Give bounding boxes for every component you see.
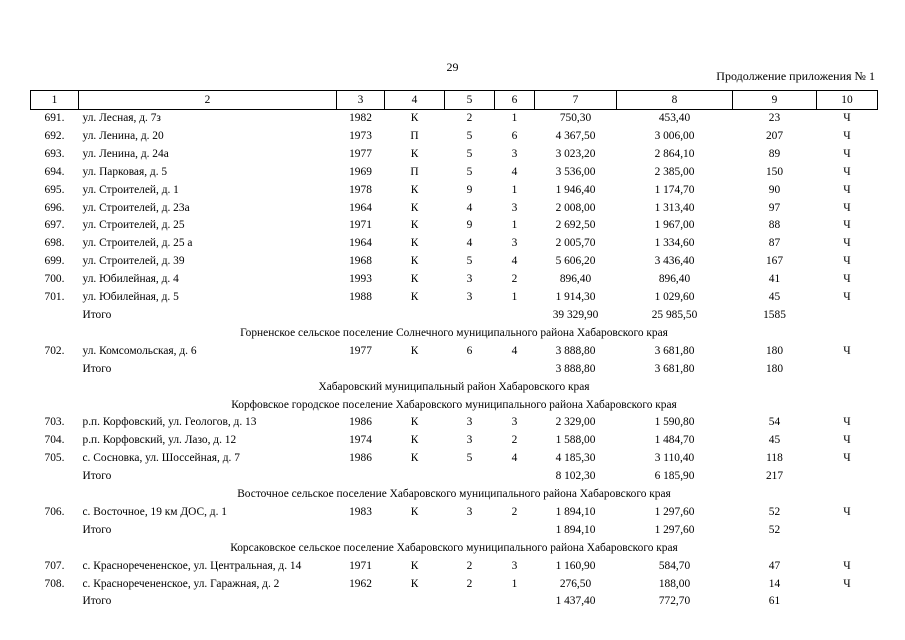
table-cell: 1 914,30 bbox=[555, 291, 596, 304]
table-cell: 584,70 bbox=[658, 559, 691, 572]
table-cell: Ч bbox=[843, 344, 851, 357]
table-cell: 1 297,60 bbox=[654, 505, 695, 518]
empty-cell bbox=[337, 522, 385, 540]
table-cell: 150 bbox=[765, 165, 784, 178]
table-cell: 1 bbox=[511, 183, 518, 196]
table-cell: ул. Комсомольская, д. 6 bbox=[82, 344, 197, 357]
table-cell: с. Восточное, 19 км ДОС, д. 1 bbox=[82, 505, 227, 518]
table-cell: 9 bbox=[466, 183, 473, 196]
table-cell: К bbox=[410, 255, 419, 268]
table-cell: 45 bbox=[768, 291, 781, 304]
table-cell: 3 bbox=[466, 291, 473, 304]
table-cell: 88 bbox=[768, 219, 781, 232]
table-cell: 180 bbox=[765, 344, 784, 357]
table-cell: Ч bbox=[843, 201, 851, 214]
empty-cell bbox=[337, 307, 385, 325]
table-cell: 4 185,30 bbox=[555, 452, 596, 465]
total-value: 61 bbox=[768, 595, 781, 608]
table-cell: 276,50 bbox=[559, 577, 592, 590]
table-cell: 1988 bbox=[349, 291, 372, 304]
table-cell: К bbox=[410, 112, 419, 124]
empty-cell bbox=[385, 307, 445, 325]
table-row bbox=[31, 450, 878, 468]
column-header: 10 bbox=[817, 91, 878, 110]
empty-cell bbox=[31, 361, 79, 379]
empty-cell bbox=[385, 593, 445, 611]
empty-cell bbox=[445, 468, 495, 486]
table-cell: 2 bbox=[511, 273, 518, 286]
table-cell: 1964 bbox=[349, 237, 372, 250]
table-cell: 3 110,40 bbox=[654, 452, 695, 465]
table-cell: 1 174,70 bbox=[654, 183, 695, 196]
table-cell: ул. Ленина, д. 24а bbox=[82, 147, 169, 160]
table-cell: 41 bbox=[768, 273, 781, 286]
continuation-label: Продолжение приложения № 1 bbox=[716, 69, 875, 83]
table-cell: Ч bbox=[843, 147, 851, 160]
table-cell: Ч bbox=[843, 183, 851, 196]
table-cell: 1 894,10 bbox=[555, 505, 596, 518]
table-cell: 3 bbox=[466, 416, 473, 429]
section-row bbox=[31, 325, 878, 343]
empty-cell bbox=[445, 522, 495, 540]
table-cell: 3 888,80 bbox=[555, 344, 596, 357]
table-cell: 2 bbox=[466, 559, 473, 572]
table-cell: 691. bbox=[44, 112, 65, 124]
table-cell: 1968 bbox=[349, 255, 372, 268]
table-cell: 2 bbox=[511, 505, 518, 518]
total-value: 180 bbox=[765, 362, 784, 375]
table-cell: Ч bbox=[843, 112, 851, 124]
empty-cell bbox=[337, 361, 385, 379]
table-cell: 4 bbox=[511, 255, 518, 268]
table-cell: 1971 bbox=[349, 219, 372, 232]
table-cell: ул. Лесная, д. 7з bbox=[82, 112, 161, 124]
table-cell: 695. bbox=[44, 183, 65, 196]
table-cell: 3 bbox=[511, 237, 518, 250]
total-label: Итого bbox=[82, 523, 112, 536]
table-cell: 3 bbox=[466, 434, 473, 447]
table-cell: Ч bbox=[843, 452, 851, 465]
total-value: 3 888,80 bbox=[555, 362, 596, 375]
table-cell: 2 bbox=[511, 434, 518, 447]
table-cell: 2 692,50 bbox=[555, 219, 596, 232]
table-cell: 704. bbox=[44, 434, 65, 447]
total-row bbox=[31, 361, 878, 379]
table-cell: 45 bbox=[768, 434, 781, 447]
section-row bbox=[31, 540, 878, 558]
table-cell: 1 946,40 bbox=[555, 183, 596, 196]
section-heading: Хабаровский муниципальный район Хабаровского края bbox=[318, 380, 590, 393]
table-cell: К bbox=[410, 201, 419, 214]
table-cell: 5 bbox=[466, 147, 473, 160]
table-cell: 3 536,00 bbox=[555, 165, 596, 178]
column-header: 2 bbox=[79, 91, 337, 110]
table-cell: 707. bbox=[44, 559, 65, 572]
table-cell: 54 bbox=[768, 416, 781, 429]
table-row bbox=[31, 128, 878, 146]
table-cell: 5 bbox=[466, 255, 473, 268]
table-cell: 1 bbox=[511, 112, 518, 124]
table-cell: 453,40 bbox=[658, 112, 691, 124]
total-value: 1 297,60 bbox=[654, 523, 695, 536]
table-cell: 3 006,00 bbox=[654, 129, 695, 142]
column-header: 1 bbox=[31, 91, 79, 110]
table-cell: 3 023,20 bbox=[555, 147, 596, 160]
table-cell: 14 bbox=[768, 577, 781, 590]
table-cell: 1 484,70 bbox=[654, 434, 695, 447]
table-cell: 3 681,80 bbox=[654, 344, 695, 357]
empty-cell bbox=[445, 361, 495, 379]
table-cell: 1 bbox=[511, 291, 518, 304]
table-cell: 708. bbox=[44, 577, 65, 590]
table-cell: Ч bbox=[843, 505, 851, 518]
section-heading: Корфовское городское поселение Хабаровского муниципального района Хабаровского края bbox=[231, 398, 677, 411]
empty-cell bbox=[337, 468, 385, 486]
table-cell: 705. bbox=[44, 452, 65, 465]
table-cell: 3 bbox=[511, 559, 518, 572]
table-cell: 188,00 bbox=[658, 577, 691, 590]
table-cell: ул. Строителей, д. 1 bbox=[82, 183, 179, 196]
total-row bbox=[31, 468, 878, 486]
table-cell: 1971 bbox=[349, 559, 372, 572]
table-cell: с. Красноречененское, ул. Гаражная, д. 2 bbox=[82, 577, 280, 590]
column-header: 5 bbox=[445, 91, 495, 110]
section-heading: Горненское сельское поселение Солнечного муниципального района Хабаровского края bbox=[240, 326, 668, 339]
table-cell: 1969 bbox=[349, 165, 372, 178]
table-row bbox=[31, 110, 878, 128]
table-cell: 4 bbox=[466, 237, 473, 250]
table-cell: ул. Ленина, д. 20 bbox=[82, 129, 164, 142]
table-cell: 701. bbox=[44, 291, 65, 304]
column-header: 7 bbox=[535, 91, 617, 110]
table-cell: 6 bbox=[511, 129, 518, 142]
table-cell: 699. bbox=[44, 255, 65, 268]
empty-cell bbox=[31, 593, 79, 611]
total-label: Итого bbox=[82, 362, 112, 375]
empty-cell bbox=[385, 361, 445, 379]
table-cell: Ч bbox=[843, 577, 851, 590]
table-cell: 4 bbox=[511, 165, 518, 178]
table-cell: 1 bbox=[511, 577, 518, 590]
table-cell: К bbox=[410, 147, 419, 160]
table-cell: 2 005,70 bbox=[555, 237, 596, 250]
empty-cell bbox=[817, 593, 878, 611]
table-cell: 2 385,00 bbox=[654, 165, 695, 178]
table-row bbox=[31, 217, 878, 235]
total-value: 1 894,10 bbox=[555, 523, 596, 536]
table-cell: К bbox=[410, 577, 419, 590]
table-cell: К bbox=[410, 505, 419, 518]
table-cell: 703. bbox=[44, 416, 65, 429]
empty-cell bbox=[817, 522, 878, 540]
table-cell: К bbox=[410, 434, 419, 447]
table-cell: К bbox=[410, 219, 419, 232]
table-cell: 1 334,60 bbox=[654, 237, 695, 250]
table-cell: с. Сосновка, ул. Шоссейная, д. 7 bbox=[82, 452, 240, 465]
table-cell: 1993 bbox=[349, 273, 372, 286]
table-row bbox=[31, 271, 878, 289]
table-row bbox=[31, 182, 878, 200]
table-cell: 5 bbox=[466, 129, 473, 142]
section-row bbox=[31, 397, 878, 415]
total-value: 3 681,80 bbox=[654, 362, 695, 375]
table-cell: Ч bbox=[843, 273, 851, 286]
table-cell: 1964 bbox=[349, 201, 372, 214]
table-cell: 3 bbox=[511, 201, 518, 214]
table-cell: 3 436,40 bbox=[654, 255, 695, 268]
empty-cell bbox=[31, 307, 79, 325]
table-row bbox=[31, 343, 878, 361]
table-cell: 693. bbox=[44, 147, 65, 160]
table-cell: р.п. Корфовский, ул. Геологов, д. 13 bbox=[82, 416, 257, 429]
total-label: Итого bbox=[82, 308, 112, 321]
table-cell: ул. Парковая, д. 5 bbox=[82, 165, 168, 178]
empty-cell bbox=[445, 593, 495, 611]
empty-cell bbox=[337, 593, 385, 611]
table-row bbox=[31, 504, 878, 522]
table-cell: 1973 bbox=[349, 129, 372, 142]
table-cell: К bbox=[410, 452, 419, 465]
table-cell: 4 bbox=[511, 344, 518, 357]
table-cell: 2 bbox=[466, 577, 473, 590]
table-cell: К bbox=[410, 291, 419, 304]
table-cell: 1 029,60 bbox=[654, 291, 695, 304]
table-cell: 6 bbox=[466, 344, 473, 357]
table-cell: К bbox=[410, 344, 419, 357]
section-row bbox=[31, 379, 878, 397]
column-header: 3 bbox=[337, 91, 385, 110]
total-value: 1585 bbox=[763, 308, 786, 321]
table-body bbox=[31, 110, 878, 612]
table-cell: 90 bbox=[768, 183, 781, 196]
table-cell: П bbox=[410, 165, 419, 178]
table-cell: Ч bbox=[843, 255, 851, 268]
table-cell: 700. bbox=[44, 273, 65, 286]
table-cell: 896,40 bbox=[559, 273, 592, 286]
table-cell: 167 bbox=[765, 255, 784, 268]
empty-cell bbox=[495, 468, 535, 486]
total-value: 39 329,90 bbox=[552, 308, 599, 321]
table-cell: 1 590,80 bbox=[654, 416, 695, 429]
column-header: 9 bbox=[733, 91, 817, 110]
table-cell: 9 bbox=[466, 219, 473, 232]
table-cell: 4 bbox=[466, 201, 473, 214]
total-value: 52 bbox=[768, 523, 781, 536]
table-cell: 4 bbox=[511, 452, 518, 465]
table-row bbox=[31, 253, 878, 271]
table-row bbox=[31, 164, 878, 182]
total-row bbox=[31, 307, 878, 325]
table-cell: 207 bbox=[765, 129, 784, 142]
empty-cell bbox=[495, 361, 535, 379]
empty-cell bbox=[495, 522, 535, 540]
table-cell: 1977 bbox=[349, 147, 372, 160]
total-label: Итого bbox=[82, 470, 112, 483]
table-cell: 1983 bbox=[349, 505, 372, 518]
table-cell: ул. Строителей, д. 25 bbox=[82, 219, 185, 232]
table-cell: Ч bbox=[843, 416, 851, 429]
total-value: 217 bbox=[765, 470, 784, 483]
table-cell: 4 367,50 bbox=[555, 129, 596, 142]
table-row bbox=[31, 414, 878, 432]
table-cell: К bbox=[410, 416, 419, 429]
total-row bbox=[31, 593, 878, 611]
table-row bbox=[31, 432, 878, 450]
total-row bbox=[31, 522, 878, 540]
table-cell: 896,40 bbox=[658, 273, 691, 286]
table-cell: К bbox=[410, 559, 419, 572]
total-value: 1 437,40 bbox=[555, 595, 596, 608]
table-cell: 1974 bbox=[349, 434, 372, 447]
total-value: 772,70 bbox=[658, 595, 691, 608]
table-cell: К bbox=[410, 237, 419, 250]
table-cell: ул. Строителей, д. 25 а bbox=[82, 237, 193, 250]
table-cell: Ч bbox=[843, 291, 851, 304]
column-header: 8 bbox=[617, 91, 733, 110]
total-value: 6 185,90 bbox=[654, 470, 695, 483]
table-row bbox=[31, 200, 878, 218]
table-cell: К bbox=[410, 183, 419, 196]
table-cell: 5 606,20 bbox=[555, 255, 596, 268]
table-row bbox=[31, 576, 878, 594]
table-cell: 3 bbox=[466, 273, 473, 286]
table-cell: 23 bbox=[768, 112, 781, 124]
table-cell: 3 bbox=[511, 147, 518, 160]
table-row bbox=[31, 146, 878, 164]
table-cell: Ч bbox=[843, 434, 851, 447]
table-row bbox=[31, 558, 878, 576]
table-cell: 696. bbox=[44, 201, 65, 214]
table-cell: П bbox=[410, 129, 419, 142]
table-cell: ул. Строителей, д. 39 bbox=[82, 255, 185, 268]
table-cell: ул. Юбилейная, д. 4 bbox=[82, 273, 179, 286]
total-value: 25 985,50 bbox=[651, 308, 698, 321]
empty-cell bbox=[817, 468, 878, 486]
empty-cell bbox=[495, 307, 535, 325]
table-cell: 698. bbox=[44, 237, 65, 250]
table-cell: 1986 bbox=[349, 416, 372, 429]
table-cell: 3 bbox=[511, 416, 518, 429]
section-heading: Восточное сельское поселение Хабаровского муниципального района Хабаровского края bbox=[237, 488, 671, 501]
table-cell: ул. Юбилейная, д. 5 bbox=[82, 291, 179, 304]
table-cell: 1986 bbox=[349, 452, 372, 465]
empty-cell bbox=[31, 522, 79, 540]
table-cell: р.п. Корфовский, ул. Лазо, д. 12 bbox=[82, 434, 237, 447]
empty-cell bbox=[385, 468, 445, 486]
table-cell: 692. bbox=[44, 129, 65, 142]
empty-cell bbox=[817, 307, 878, 325]
table-cell: 118 bbox=[766, 452, 783, 465]
table-cell: 1 967,00 bbox=[654, 219, 695, 232]
table-cell: 706. bbox=[44, 505, 65, 518]
table-cell: 52 bbox=[768, 505, 781, 518]
table-cell: 89 bbox=[768, 147, 781, 160]
empty-cell bbox=[445, 307, 495, 325]
empty-cell bbox=[817, 361, 878, 379]
table-cell: 1 160,90 bbox=[555, 559, 596, 572]
table-cell: 1982 bbox=[349, 112, 372, 124]
page-number: 29 bbox=[446, 60, 459, 74]
table-cell: 5 bbox=[466, 165, 473, 178]
table-row bbox=[31, 289, 878, 307]
housing-table bbox=[30, 90, 878, 611]
table-cell: 87 bbox=[768, 237, 781, 250]
total-label: Итого bbox=[82, 595, 112, 608]
table-cell: Ч bbox=[843, 129, 851, 142]
table-cell: 702. bbox=[44, 344, 65, 357]
total-value: 8 102,30 bbox=[555, 470, 596, 483]
table-cell: Ч bbox=[843, 165, 851, 178]
table-cell: 694. bbox=[44, 165, 65, 178]
table-cell: Ч bbox=[843, 559, 851, 572]
column-header: 4 bbox=[385, 91, 445, 110]
table-cell: ул. Строителей, д. 23а bbox=[82, 201, 190, 214]
table-cell: Ч bbox=[843, 237, 851, 250]
table-cell: 2 864,10 bbox=[654, 147, 695, 160]
table-cell: 47 bbox=[768, 559, 781, 572]
table-cell: 697. bbox=[44, 219, 65, 232]
table-cell: 97 bbox=[768, 201, 781, 214]
table-cell: 1 588,00 bbox=[555, 434, 596, 447]
table-cell: 1978 bbox=[349, 183, 372, 196]
table-cell: 2 329,00 bbox=[555, 416, 596, 429]
column-header: 6 bbox=[495, 91, 535, 110]
table-cell: 3 bbox=[466, 505, 473, 518]
empty-cell bbox=[385, 522, 445, 540]
table-cell: К bbox=[410, 273, 419, 286]
table-cell: 1 bbox=[511, 219, 518, 232]
table-row bbox=[31, 235, 878, 253]
section-heading: Корсаковское сельское поселение Хабаровского муниципального района Хабаровского края bbox=[230, 541, 678, 554]
header-row bbox=[31, 91, 878, 110]
table-cell: с. Красноречененское, ул. Центральная, д. 14 bbox=[82, 559, 302, 572]
table-cell: 1977 bbox=[349, 344, 372, 357]
table-cell: 5 bbox=[466, 452, 473, 465]
table-cell: Ч bbox=[843, 219, 851, 232]
table-cell: 1 313,40 bbox=[654, 201, 695, 214]
table-cell: 2 bbox=[466, 112, 473, 124]
section-row bbox=[31, 486, 878, 504]
table-cell: 2 008,00 bbox=[555, 201, 596, 214]
empty-cell bbox=[31, 468, 79, 486]
table-cell: 750,30 bbox=[559, 112, 592, 124]
table-cell: 1962 bbox=[349, 577, 372, 590]
empty-cell bbox=[495, 593, 535, 611]
